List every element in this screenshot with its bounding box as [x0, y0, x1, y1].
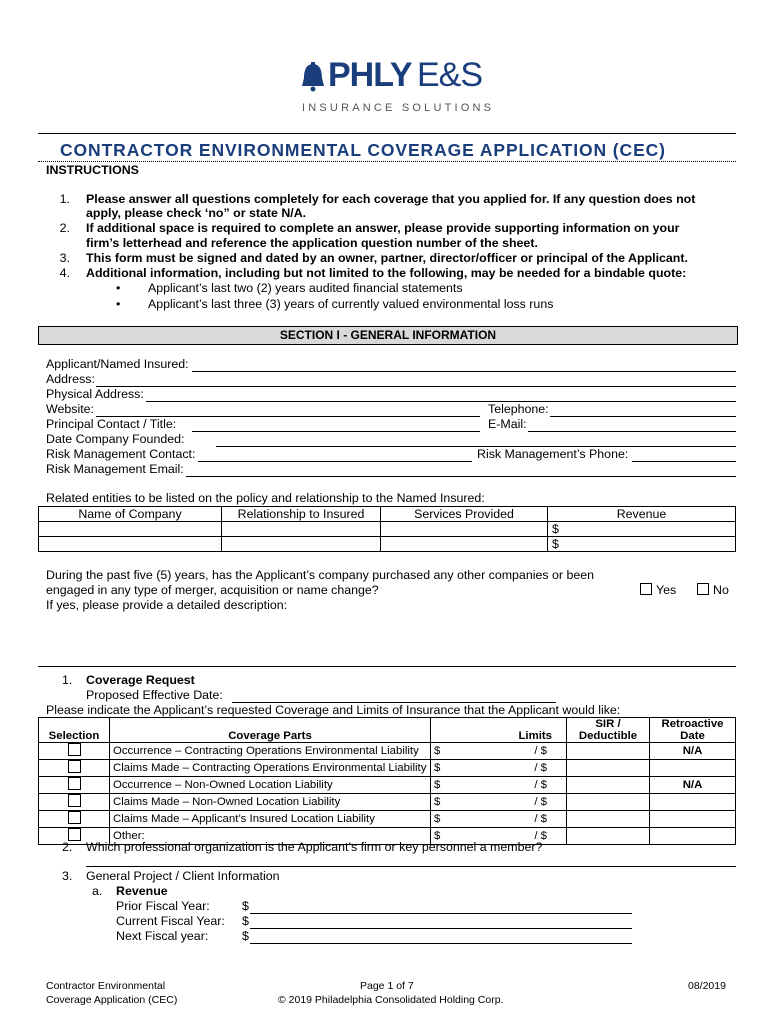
bullet-icon: • — [116, 281, 121, 295]
limit-right: / $ — [534, 830, 547, 842]
limits-cell[interactable] — [431, 743, 567, 760]
sir-cell[interactable] — [567, 828, 650, 845]
limit-left: $ — [434, 762, 441, 774]
column-header: Coverage Parts — [110, 718, 431, 743]
table-row — [39, 794, 736, 811]
physical-address-label: Physical Address: — [46, 387, 144, 401]
description-rule — [38, 666, 736, 667]
prior-year-input[interactable] — [250, 913, 632, 914]
relationship-cell[interactable] — [222, 537, 381, 552]
dollar-sign: $ — [242, 929, 249, 943]
instruction-text: apply, please check ‘no” or state N/A. — [86, 206, 307, 220]
checkbox-icon[interactable] — [68, 794, 81, 807]
current-year-input[interactable] — [250, 928, 632, 929]
retro-header — [650, 718, 736, 743]
selection-cell — [39, 794, 110, 811]
coverage-part: Claims Made – Applicant’s Insured Location Liability — [110, 811, 431, 828]
retro-cell[interactable] — [650, 811, 736, 828]
liberty-bell-icon — [300, 62, 326, 92]
prior-year-label: Prior Fiscal Year: — [116, 899, 210, 913]
services-cell[interactable] — [381, 522, 548, 537]
principal-label: Principal Contact / Title: — [46, 417, 177, 431]
physical-address-input[interactable] — [146, 401, 736, 402]
rm-contact-label: Risk Management Contact: — [46, 447, 196, 461]
retro-header-line1: Retroactive — [661, 718, 724, 730]
yes-option[interactable] — [640, 583, 676, 597]
limits-cell[interactable] — [431, 760, 567, 777]
table-header-row — [39, 718, 736, 743]
retro-cell[interactable]: N/A — [650, 743, 736, 760]
footer-date: 08/2019 — [688, 980, 726, 992]
acquisition-question-line1: During the past five (5) years, has the Applicant’s company purchased any other companies or been — [46, 568, 595, 582]
column-header: Selection — [39, 718, 110, 743]
section-header: SECTION I - GENERAL INFORMATION — [38, 326, 738, 345]
column-header: Revenue — [548, 507, 736, 522]
rm-contact-input[interactable] — [198, 461, 472, 462]
coverage-part: Claims Made – Non-Owned Location Liability — [110, 794, 431, 811]
column-header: Relationship to Insured — [222, 507, 381, 522]
sir-cell[interactable] — [567, 743, 650, 760]
checkbox-icon[interactable] — [640, 583, 652, 595]
sir-header-line1: SIR / — [595, 718, 621, 730]
sir-header — [567, 718, 650, 743]
revenue-heading: Revenue — [116, 884, 168, 898]
sir-cell[interactable] — [567, 811, 650, 828]
revenue-cell[interactable]: $ — [548, 522, 736, 537]
principal-input[interactable] — [192, 431, 480, 432]
telephone-label: Telephone: — [488, 402, 549, 416]
instruction-text: This form must be signed and dated by an owner, partner, director/officer or principal of the Applicant. — [86, 251, 688, 265]
table-row — [39, 537, 736, 552]
website-label: Website: — [46, 402, 94, 416]
coverage-part: Occurrence – Non-Owned Location Liability — [110, 777, 431, 794]
rm-phone-label: Risk Management’s Phone: — [477, 447, 629, 461]
sub-question-letter: a. — [92, 884, 103, 898]
bullet-text: Applicant’s last three (3) years of currently valued environmental loss runs — [148, 297, 554, 311]
telephone-input[interactable] — [550, 416, 736, 417]
instruction-text: Please answer all questions completely for each coverage that you applied for. If any question does not — [86, 192, 696, 206]
related-entities-table — [38, 506, 736, 552]
question-2-answer-line[interactable] — [86, 866, 736, 867]
checkbox-icon[interactable] — [68, 777, 81, 790]
retro-cell[interactable] — [650, 794, 736, 811]
limit-left: $ — [434, 830, 441, 842]
instructions-heading: INSTRUCTIONS — [46, 163, 139, 177]
rm-email-label: Risk Management Email: — [46, 462, 184, 476]
company-cell[interactable] — [39, 537, 222, 552]
retro-cell[interactable] — [650, 828, 736, 845]
coverage-heading: Coverage Request — [86, 673, 195, 687]
table-row — [39, 811, 736, 828]
checkbox-icon[interactable] — [697, 583, 709, 595]
column-header: Services Provided — [381, 507, 548, 522]
rm-email-input[interactable] — [186, 476, 736, 477]
coverage-part[interactable]: Other: — [110, 828, 431, 845]
acquisition-description-label: If yes, please provide a detailed description: — [46, 598, 288, 612]
instruction-number: 4. — [59, 266, 70, 280]
next-year-input[interactable] — [250, 943, 632, 944]
limits-cell[interactable] — [431, 794, 567, 811]
relationship-cell[interactable] — [222, 522, 381, 537]
instruction-number: 2. — [59, 221, 70, 235]
email-input[interactable] — [528, 431, 736, 432]
table-row — [39, 522, 736, 537]
limit-right: / $ — [534, 745, 547, 757]
coverage-table — [38, 717, 736, 845]
limit-right: / $ — [534, 779, 547, 791]
question-3-text: General Project / Client Information — [86, 869, 280, 883]
limits-cell[interactable] — [431, 777, 567, 794]
title-top-rule — [38, 133, 736, 134]
page-title: CONTRACTOR ENVIRONMENTAL COVERAGE APPLICATION (CEC) — [60, 140, 666, 160]
limit-left: $ — [434, 745, 441, 757]
table-row — [39, 760, 736, 777]
coverage-part: Occurrence – Contracting Operations Environmental Liability — [110, 743, 431, 760]
address-input[interactable] — [96, 386, 736, 387]
checkbox-icon[interactable] — [68, 743, 81, 756]
limit-right: / $ — [534, 796, 547, 808]
next-year-label: Next Fiscal year: — [116, 929, 209, 943]
footer-copyright: © 2019 Philadelphia Consolidated Holding Corp. — [278, 994, 504, 1006]
column-header: Name of Company — [39, 507, 222, 522]
no-option[interactable] — [697, 583, 729, 597]
coverage-number: 1. — [62, 673, 73, 687]
selection-cell — [39, 811, 110, 828]
no-label: No — [713, 583, 729, 597]
table-row — [39, 777, 736, 794]
instruction-number: 3. — [59, 251, 70, 265]
applicant-input[interactable] — [192, 371, 736, 372]
checkbox-icon[interactable] — [68, 811, 81, 824]
bullet-icon: • — [116, 297, 121, 311]
sir-cell[interactable] — [567, 777, 650, 794]
company-cell[interactable] — [39, 522, 222, 537]
selection-cell — [39, 777, 110, 794]
limit-left: $ — [434, 796, 441, 808]
related-intro: Related entities to be listed on the policy and relationship to the Named Insured: — [46, 491, 485, 505]
sir-header-line2: Deductible — [578, 730, 638, 742]
question-2-text: Which professional organization is the Applicant’s firm or key personnel a member? — [86, 840, 543, 854]
date-founded-label: Date Company Founded: — [46, 432, 185, 446]
services-cell[interactable] — [381, 537, 548, 552]
title-bottom-rule — [38, 161, 736, 162]
logo-subtitle: INSURANCE SOLUTIONS — [302, 102, 495, 114]
footer-page-number: Page 1 of 7 — [360, 980, 414, 992]
current-year-label: Current Fiscal Year: — [116, 914, 225, 928]
logo-phly-text: PHLY — [328, 56, 412, 94]
retro-cell[interactable]: N/A — [650, 777, 736, 794]
footer-form-name: Coverage Application (CEC) — [46, 994, 178, 1006]
selection-cell — [39, 760, 110, 777]
applicant-label: Applicant/Named Insured: — [46, 357, 189, 371]
limit-left: $ — [434, 779, 441, 791]
footer-form-name: Contractor Environmental — [46, 980, 166, 992]
yes-label: Yes — [656, 583, 677, 597]
logo-es-text: E&S — [417, 56, 483, 94]
dollar-sign: $ — [242, 899, 249, 913]
instruction-text: Additional information, including but not limited to the following, may be needed for a bindable quote: — [86, 266, 687, 280]
limit-left: $ — [434, 813, 441, 825]
selection-cell — [39, 743, 110, 760]
coverage-instruction: Please indicate the Applicant’s requested Coverage and Limits of Insurance that the Applicant would like: — [46, 703, 621, 717]
effective-date-label: Proposed Effective Date: — [86, 688, 223, 702]
question-3-number: 3. — [62, 869, 73, 883]
limits-cell[interactable] — [431, 811, 567, 828]
limit-right: / $ — [534, 813, 547, 825]
table-row — [39, 743, 736, 760]
column-header: Limits — [431, 718, 567, 743]
question-2-number: 2. — [62, 840, 73, 854]
email-label: E-Mail: — [488, 417, 527, 431]
date-founded-input[interactable] — [216, 446, 736, 447]
coverage-part: Claims Made – Contracting Operations Environmental Liability — [110, 760, 431, 777]
dollar-sign: $ — [242, 914, 249, 928]
instruction-number: 1. — [59, 192, 70, 206]
instruction-text: firm’s letterhead and reference the application question number of the sheet. — [86, 236, 538, 250]
bullet-text: Applicant’s last two (2) years audited financial statements — [148, 281, 463, 295]
sir-cell[interactable] — [567, 794, 650, 811]
retro-header-line2: Date — [680, 730, 705, 742]
rm-phone-input[interactable] — [632, 461, 736, 462]
acquisition-question-line2: engaged in any type of merger, acquisition or name change? — [46, 583, 379, 597]
sir-cell[interactable] — [567, 760, 650, 777]
retro-cell[interactable] — [650, 760, 736, 777]
limit-right: / $ — [534, 762, 547, 774]
address-label: Address: — [46, 372, 95, 386]
checkbox-icon[interactable] — [68, 760, 81, 773]
instruction-text: If additional space is required to complete an answer, please provide supporting information on your — [86, 221, 680, 235]
revenue-cell[interactable]: $ — [548, 537, 736, 552]
table-header-row — [39, 507, 736, 522]
